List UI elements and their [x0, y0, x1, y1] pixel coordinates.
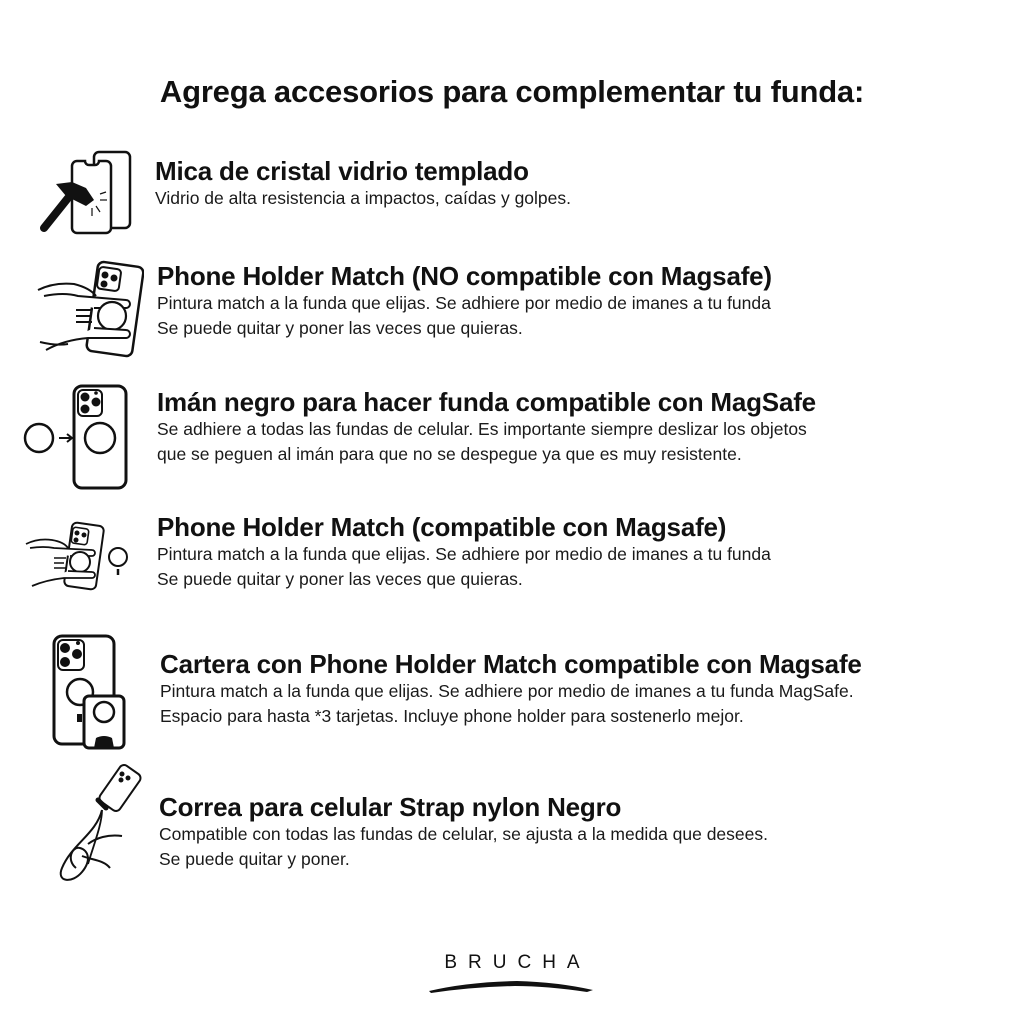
accessory-title: Imán negro para hacer funda compatible con MagSafe	[157, 387, 816, 417]
accessory-description: Pintura match a la funda que elijas. Se adhiere por medio de imanes a tu funda MagSafe.	[160, 681, 854, 701]
accessory-description: Se adhiere a todas las fundas de celular. Es importante siempre deslizar los objetos	[157, 419, 807, 439]
accessory-description: Se puede quitar y poner las veces que quieras.	[157, 569, 523, 589]
brand-name: BRUCHA	[444, 952, 591, 973]
accessory-description: que se peguen al imán para que no se despegue ya que es muy resistente.	[157, 444, 742, 464]
accessory-title: Phone Holder Match (compatible con Magsafe)	[157, 512, 727, 542]
wallet-phone-holder-icon	[50, 632, 150, 752]
accessory-description: Pintura match a la funda que elijas. Se adhiere por medio de imanes a tu funda	[157, 293, 771, 313]
hammer-screen-protector-icon	[38, 148, 134, 236]
accessory-title: Cartera con Phone Holder Match compatible con Magsafe	[160, 649, 862, 679]
brand-logo	[0, 952, 1024, 994]
brush-stroke-icon	[427, 978, 597, 994]
magnet-ring-phone-icon	[22, 382, 132, 492]
accessory-title: Correa para celular Strap nylon Negro	[159, 792, 622, 822]
page-title: Agrega accesorios para complementar tu funda:	[159, 74, 865, 109]
accessory-description: Se puede quitar y poner.	[159, 849, 350, 869]
accessory-title: Phone Holder Match (NO compatible con Magsafe)	[157, 261, 772, 291]
accessory-description: Vidrio de alta resistencia a impactos, caídas y golpes.	[155, 188, 572, 208]
accessory-title: Mica de cristal vidrio templado	[155, 156, 529, 186]
hand-phone-holder-icon	[34, 258, 144, 358]
accessory-description: Se puede quitar y poner las veces que quieras.	[157, 318, 523, 338]
accessory-description: Espacio para hasta *3 tarjetas. Incluye phone holder para sostenerlo mejor.	[160, 706, 744, 726]
accessory-description: Compatible con todas las fundas de celular, se ajusta a la medida que desees.	[159, 824, 768, 844]
accessory-description: Pintura match a la funda que elijas. Se adhiere por medio de imanes a tu funda	[157, 544, 771, 564]
phone-strap-icon	[52, 764, 142, 888]
hand-phone-holder-magsafe-icon	[22, 520, 134, 592]
